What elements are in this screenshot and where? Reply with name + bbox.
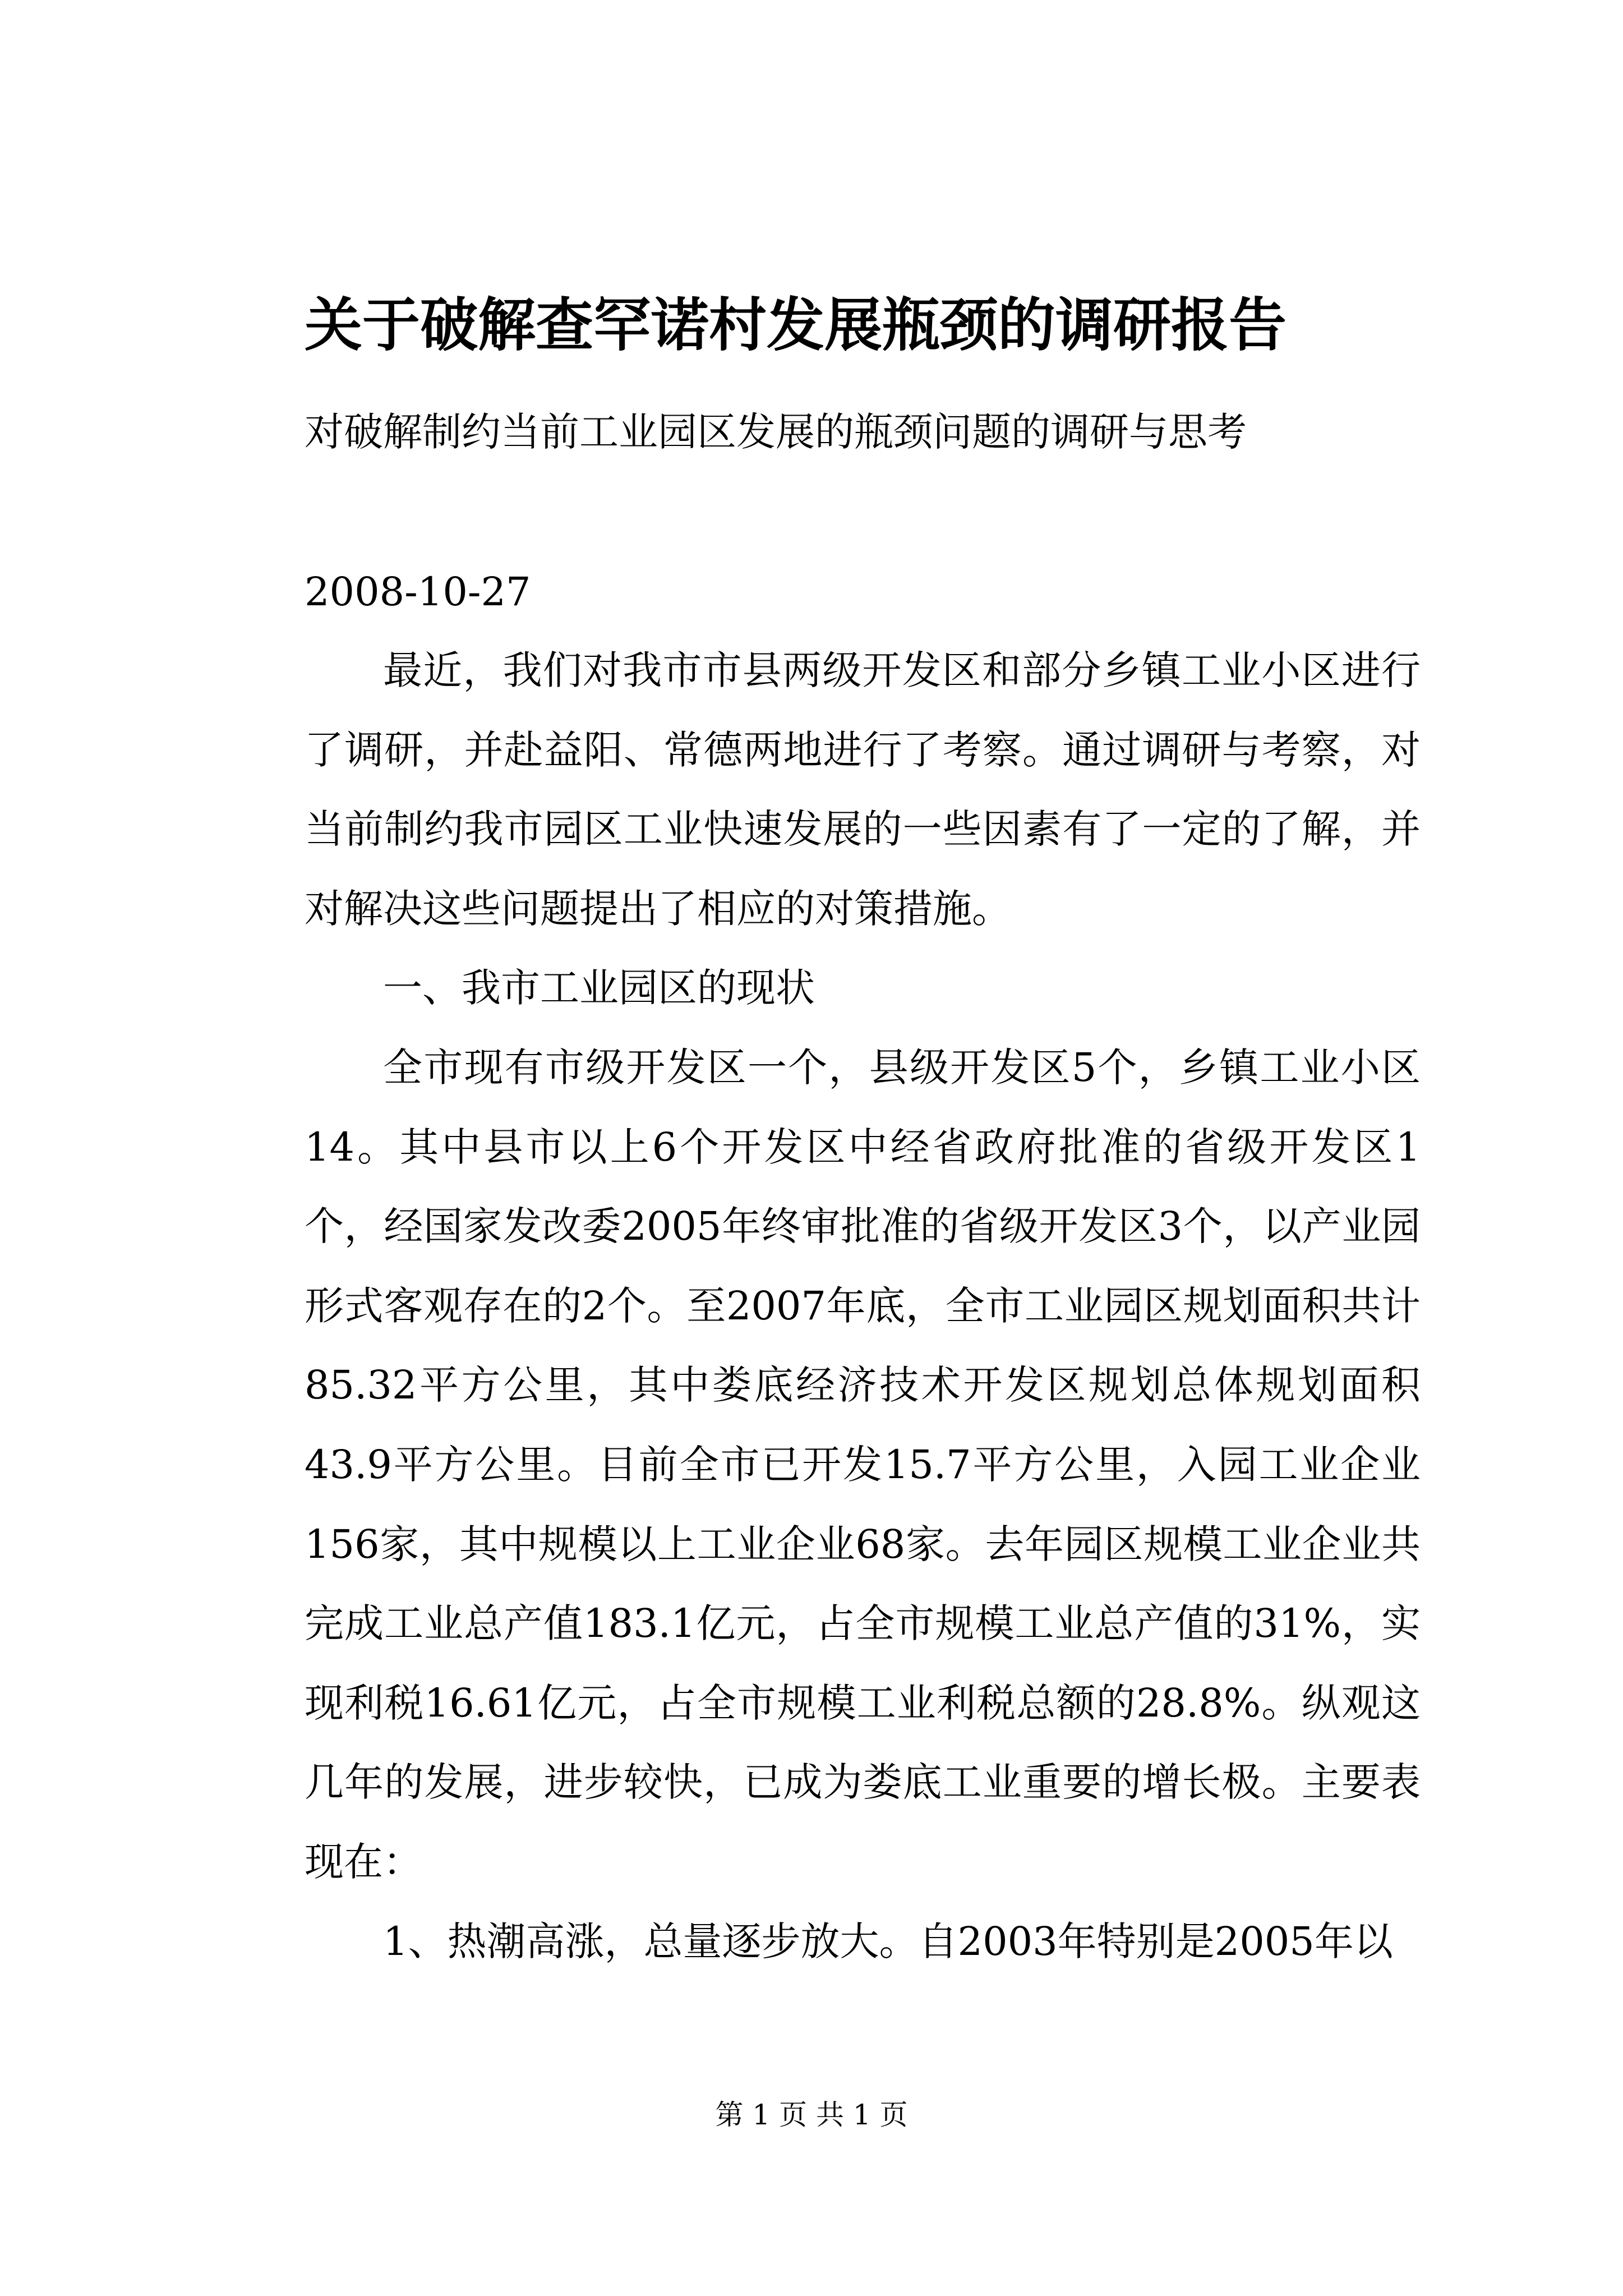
document-date: 2008-10-27	[305, 569, 531, 615]
document-body	[305, 631, 1421, 1981]
section-heading-1: 一、我市工业园区的现状	[383, 965, 815, 1011]
document-title: 关于破解查罕诺村发展瓶颈的调研报告	[305, 291, 1287, 359]
paragraph-point-1: 1、热潮高涨，总量逐步放大。自2003年特别是2005年以	[383, 1918, 1393, 1964]
page-number-footer: 第 1 页 共 1 页	[715, 2099, 908, 2131]
paragraph-status: 全市现有市级开发区一个，县级开发区5个，乡镇工业小区14。其中县市以上6个开发区中经省政府批准的省级开发区1个，经国家发改委2005年终审批准的省级开发区3个，以产业园形式客观存在的2个。至2007年底，全市工业园区规划面积共计85.32平方公里，其中娄底经济技术开发区规划总体规划面积43.9平方公里。目前全市已开发15.7平方公里，入园工业企业156家，其中规模以上工业企业68家。去年园区规模工业企业共完成工业总产值183.1亿元，占全市规模工业总产值的31%，实现利税16.61亿元，占全市规模工业利税总额的28.8%。纵观这几年的发展，进步较快，已成为娄底工业重要的增长极。主要表现在：	[305, 1044, 1421, 1885]
paragraph-intro: 最近，我们对我市市县两级开发区和部分乡镇工业小区进行了调研，并赴益阳、常德两地进行了考察。通过调研与考察，对当前制约我市园区工业快速发展的一些因素有了一定的了解，并对解决这些问题提出了相应的对策措施。	[305, 647, 1421, 932]
document-subtitle: 对破解制约当前工业园区发展的瓶颈问题的调研与思考	[305, 409, 1247, 455]
